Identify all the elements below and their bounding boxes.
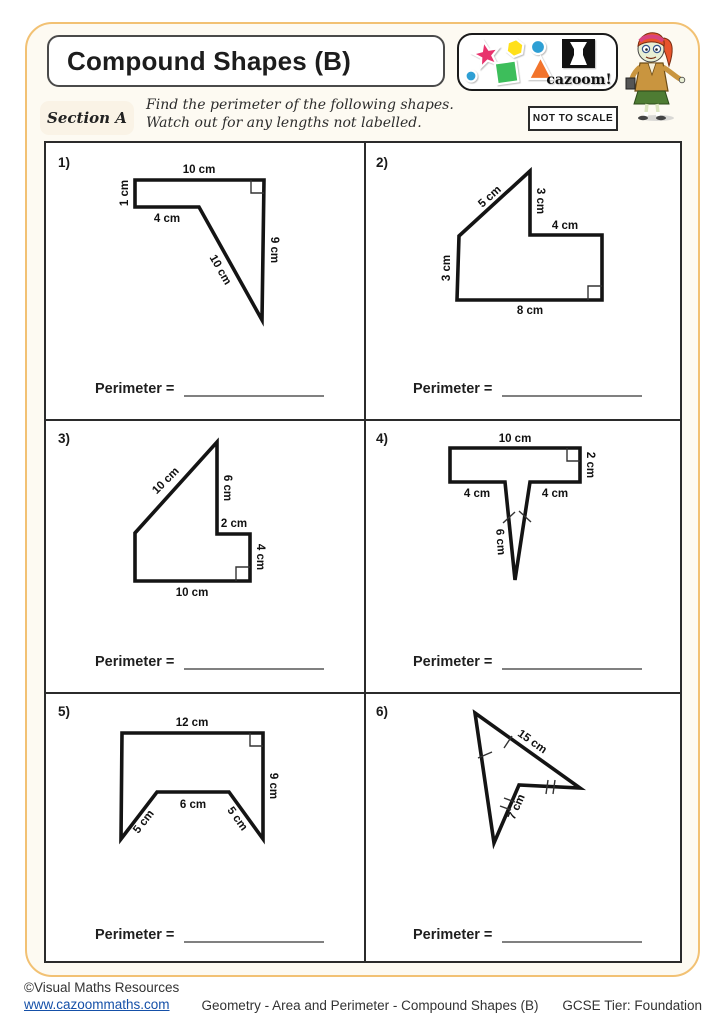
instruction-line-2: Watch out for any lengths not labelled. [146,115,422,131]
not-to-scale-badge: NOT TO SCALE [528,106,618,131]
instruction-line-1: Find the perimeter of the following shapes. [146,97,454,113]
problem-5-figure [46,692,364,917]
right-angle-icon [236,567,250,581]
problem-3-number: 3) [58,431,71,446]
dimension-label: 9 cm [267,772,279,800]
right-angle-icon [588,286,602,300]
dimension-label: 5 cm [476,183,504,211]
dimension-label: 4 cm [541,488,569,500]
left-shoe [638,116,648,120]
perimeter-label: Perimeter = [95,654,175,670]
right-angle-icon [250,733,263,746]
left-pupil [645,48,648,51]
perimeter-row [95,379,324,397]
right-shoe [656,116,666,120]
answer-line[interactable] [184,925,324,943]
dimension-label: 4 cm [153,213,181,225]
hexagon-icon [506,38,524,58]
shape-1-outline [135,180,264,320]
section-a-badge: Section A [40,101,134,135]
problem-cell-6 [364,692,684,965]
dimension-label: 5 cm [224,804,250,834]
problem-cell-3 [46,419,364,692]
dimension-label: 12 cm [175,717,209,729]
dimension-label: 10 cm [150,465,182,497]
shape-4-outline [450,448,580,580]
dimension-label: 4 cm [463,488,491,500]
dimension-label: 3 cm [441,254,453,282]
answer-line[interactable] [184,652,324,670]
cazoom-logo-text: cazoom! [546,72,612,88]
dimension-label: 6 cm [493,528,507,556]
perimeter-row [413,379,642,397]
right-pupil [655,48,658,51]
dimension-label: 2 cm [584,451,596,479]
problem-cell-4 [364,419,684,692]
answer-line[interactable] [502,925,642,943]
dimension-label: 10 cm [175,587,209,599]
footer-tier-label: GCSE Tier: Foundation [562,998,702,1013]
book [626,78,635,89]
dimension-label: 6 cm [221,474,233,502]
perimeter-row [95,652,324,670]
right-leg [657,104,658,113]
perimeter-label: Perimeter = [413,927,493,943]
shape-2-outline [457,171,602,300]
skirt [634,91,669,104]
dimension-label: 6 cm [179,799,207,811]
left-leg [646,104,647,113]
title-box [47,35,445,87]
instructions [146,96,476,132]
problem-1-figure [46,143,364,373]
dimension-label: 15 cm [515,727,549,757]
problem-4-figure [364,419,684,644]
perimeter-label: Perimeter = [413,654,493,670]
problem-3-figure [46,419,364,644]
dimension-label: 4 cm [254,543,266,571]
cartoon-girl-illustration [619,28,695,122]
cazoom-logo [457,33,618,91]
right-hand [679,77,685,83]
answer-line[interactable] [502,652,642,670]
tick-mark-icon [553,780,555,794]
small-circle-icon [466,71,477,82]
problems-grid [44,141,682,963]
problem-4-number: 4) [376,431,389,446]
square-icon [495,61,519,85]
perimeter-label: Perimeter = [95,927,175,943]
perimeter-row [413,925,642,943]
problem-6-number: 6) [376,704,389,719]
dimension-label: 5 cm [131,807,157,837]
circle-icon [531,40,545,54]
problem-1-number: 1) [58,155,71,170]
problem-6-figure [364,692,684,917]
answer-line[interactable] [502,379,642,397]
answer-line[interactable] [184,379,324,397]
problem-5-number: 5) [58,704,71,719]
problem-cell-2 [364,143,684,419]
perimeter-row [413,652,642,670]
problem-cell-5 [46,692,364,965]
footer-copyright: ©Visual Maths Resources [24,980,180,995]
footer-worksheet-title: Geometry - Area and Perimeter - Compound Shapes (B) [201,998,539,1013]
footer-website-link[interactable]: www.cazoommaths.com [24,997,170,1012]
dimension-label: 9 cm [268,236,280,264]
perimeter-label: Perimeter = [413,381,493,397]
dimension-label: 7 cm [506,792,528,822]
page-title: Compound Shapes (B) [67,45,352,76]
perimeter-row [95,925,324,943]
dimension-label: 10 cm [498,433,532,445]
problem-cell-1 [46,143,364,419]
problem-2-figure [364,143,684,373]
dimension-label: 10 cm [182,164,216,176]
problem-2-number: 2) [376,155,389,170]
logo-shapes-icon [459,35,616,89]
tick-mark-icon [546,780,548,794]
perimeter-label: Perimeter = [95,381,175,397]
dimension-label: 4 cm [551,220,579,232]
shape-3-outline [135,442,250,581]
dimension-label: 10 cm [206,252,234,288]
dimension-label: 2 cm [220,518,248,530]
right-angle-icon [567,448,580,461]
dimension-label: 1 cm [119,179,131,207]
dimension-label: 8 cm [516,305,544,317]
dimension-label: 3 cm [534,187,546,215]
